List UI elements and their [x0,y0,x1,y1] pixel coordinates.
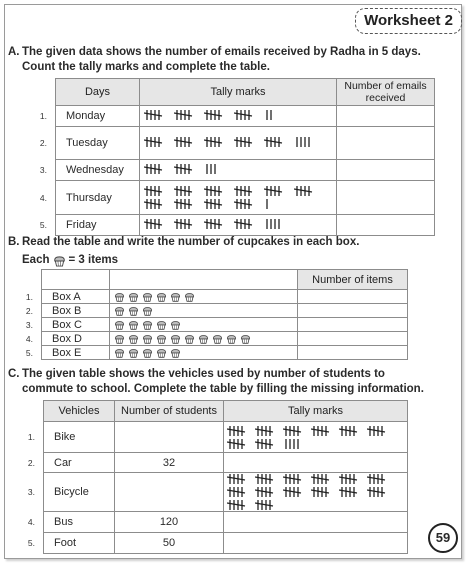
answer-cell[interactable] [337,181,435,215]
students-cell: 32 [115,453,224,473]
section-c-letter: C. [8,368,20,380]
box-cell: Box A [42,290,110,304]
tally-marks-partial [283,438,301,450]
row-number: 2. [27,457,35,468]
cupcake-icon [128,306,139,316]
tally-group-of-five [174,198,198,210]
tally-group-of-five [204,136,228,148]
row-number: 5. [25,347,33,358]
tally-group-of-five [144,198,168,210]
table-row [22,106,435,127]
cupcake-pictograph [110,348,297,358]
box-cell: Box B [42,304,110,318]
answer-cell[interactable] [337,215,435,236]
table-row [6,304,408,318]
students-cell[interactable] [115,473,224,512]
answer-cell[interactable] [337,160,435,181]
cupcake-icon [156,334,167,344]
cupcakes-table [6,269,408,360]
tally-marks [144,218,282,230]
cupcake-icon [114,306,125,316]
tally-group-of-five [144,136,168,148]
header-vehicles: Vehicles [44,401,115,422]
tally-group-of-five [339,486,363,498]
tally-marks [144,185,329,210]
tally-group-of-five [174,109,198,121]
tally-marks [144,163,218,175]
answer-cell[interactable] [298,304,408,318]
table-row [22,215,435,236]
box-cell: Box D [42,332,110,346]
row-number: 3. [25,319,33,330]
tally-group-of-five [283,473,307,485]
tally-marks [227,473,407,511]
cupcake-icon [184,334,195,344]
cupcake-icon [114,292,125,302]
cupcake-icon [128,348,139,358]
header-emails-received: Number of emails received [337,79,435,106]
table-row [6,290,408,304]
row-number: 2. [39,138,47,148]
section-c-line2: commute to school. Complete the table by filling the missing information. [22,383,424,395]
cupcake-icon [114,348,125,358]
table-row [22,181,435,215]
cupcake-icon [142,306,153,316]
key-prefix: Each [22,254,50,266]
answer-cell[interactable] [337,106,435,127]
cupcake-pictograph [110,320,297,330]
tally-group-of-five [227,425,251,437]
tally-group-of-five [144,218,168,230]
day-cell: Friday [56,215,140,236]
tally-marks-partial [264,198,270,210]
row-number: 4. [27,517,35,527]
cupcake-icon [170,292,181,302]
table-row [6,453,408,473]
tally-marks [227,425,407,450]
row-number: 1. [27,432,35,442]
table-row [6,332,408,346]
vehicle-cell: Bike [44,422,115,453]
tally-group-of-five [204,109,228,121]
row-number: 1. [25,291,33,302]
tally-marks-partial [264,218,282,230]
tally-group-of-five [144,163,168,175]
cupcake-icon [128,320,139,330]
row-number: 4. [39,192,47,203]
cupcake-icon [142,320,153,330]
section-a-line2: Count the tally marks and complete the table. [22,61,270,73]
tally-group-of-five [174,218,198,230]
day-cell: Tuesday [56,127,140,160]
page-number: 59 [428,523,458,553]
tally-answer-cell[interactable] [224,533,408,554]
tally-group-of-five [255,473,279,485]
tally-group-of-five [264,185,288,197]
table-row [22,160,435,181]
header-number-of-students: Number of students [115,401,224,422]
day-cell: Thursday [56,181,140,215]
tally-group-of-five [255,438,279,450]
cupcake-icon [156,348,167,358]
emails-table [22,78,435,236]
row-number: 2. [25,305,33,316]
tally-marks-partial [294,136,312,148]
tally-group-of-five [255,486,279,498]
day-cell: Monday [56,106,140,127]
tally-group-of-five [144,109,168,121]
tally-answer-cell[interactable] [224,453,408,473]
tally-group-of-five [227,473,251,485]
tally-group-of-five [367,486,391,498]
box-cell: Box C [42,318,110,332]
cupcake-icon [142,334,153,344]
section-a-question [8,45,421,75]
tally-group-of-five [227,499,251,511]
cupcake-icon [184,292,195,302]
tally-group-of-five [294,185,318,197]
vehicle-cell: Bicycle [44,473,115,512]
tally-group-of-five [311,425,335,437]
vehicle-cell: Bus [44,512,115,533]
tally-marks [144,136,329,148]
answer-cell[interactable] [337,127,435,160]
cupcake-icon [142,292,153,302]
students-cell: 120 [115,512,224,533]
header-days: Days [56,79,140,106]
day-cell: Wednesday [56,160,140,181]
tally-group-of-five [283,486,307,498]
row-number: 3. [27,487,35,497]
tally-answer-cell[interactable] [224,512,408,533]
tally-group-of-five [174,136,198,148]
table-row [6,422,408,453]
section-b-line1: Read the table and write the number of cupcakes in each box. [22,236,360,248]
tally-group-of-five [255,425,279,437]
answer-cell[interactable] [298,290,408,304]
tally-group-of-five [204,218,228,230]
tally-group-of-five [234,185,258,197]
cupcake-icon [142,348,153,358]
row-number: 3. [39,165,47,175]
key-suffix: = 3 items [68,254,119,266]
students-cell[interactable] [115,422,224,453]
section-c-line1: The given table shows the vehicles used by number of students to [22,368,385,380]
tally-marks [144,109,274,121]
table-row [6,533,408,554]
tally-group-of-five [367,473,391,485]
table-row [6,473,408,512]
tally-group-of-five [174,163,198,175]
vehicles-table [6,400,408,554]
cupcake-icon [128,292,139,302]
cupcake-icon [114,320,125,330]
header-tally-marks: Tally marks [224,401,408,422]
cupcake-icon [240,334,251,344]
cupcake-icon [226,334,237,344]
tally-group-of-five [311,486,335,498]
section-a-line1: The given data shows the number of emails received by Radha in 5 days. [22,46,421,58]
tally-marks-partial [264,109,274,121]
table-row [6,512,408,533]
cupcake-icon [53,255,66,267]
cupcake-pictograph [110,292,297,302]
vehicle-cell: Car [44,453,115,473]
table-row [6,346,408,360]
students-cell: 50 [115,533,224,554]
cupcake-icon [198,334,209,344]
tally-group-of-five [174,185,198,197]
cupcake-icon [156,320,167,330]
tally-group-of-five [339,473,363,485]
cupcake-pictograph [110,306,297,316]
answer-cell[interactable] [298,318,408,332]
answer-cell[interactable] [298,346,408,360]
tally-group-of-five [283,425,307,437]
table-row [22,127,435,160]
tally-group-of-five [367,425,391,437]
cupcake-key [22,253,118,268]
tally-group-of-five [234,198,258,210]
cupcake-icon [170,320,181,330]
tally-group-of-five [204,185,228,197]
tally-group-of-five [234,136,258,148]
vehicle-cell: Foot [44,533,115,554]
section-a-letter: A. [8,46,20,58]
tally-group-of-five [234,109,258,121]
section-c-question [8,367,424,397]
header-tally-marks: Tally marks [140,79,337,106]
header-number-of-items: Number of items [298,270,408,290]
section-b-letter: B. [8,236,20,248]
section-b-question [8,235,359,250]
answer-cell[interactable] [298,332,408,346]
row-number: 5. [39,220,47,230]
row-number: 4. [25,333,33,344]
tally-group-of-five [144,185,168,197]
tally-group-of-five [204,198,228,210]
tally-group-of-five [234,218,258,230]
tally-group-of-five [339,425,363,437]
table-row [6,318,408,332]
cupcake-icon [114,334,125,344]
tally-group-of-five [255,499,279,511]
cupcake-icon [128,334,139,344]
tally-group-of-five [227,438,251,450]
tally-group-of-five [264,136,288,148]
cupcake-pictograph [110,334,297,344]
tally-group-of-five [227,486,251,498]
cupcake-icon [170,348,181,358]
tally-group-of-five [311,473,335,485]
row-number: 1. [39,111,47,121]
cupcake-icon [170,334,181,344]
cupcake-icon [212,334,223,344]
cupcake-icon [156,292,167,302]
box-cell: Box E [42,346,110,360]
row-number: 5. [27,538,35,548]
worksheet-title: Worksheet 2 [355,8,462,34]
tally-marks-partial [204,163,218,175]
